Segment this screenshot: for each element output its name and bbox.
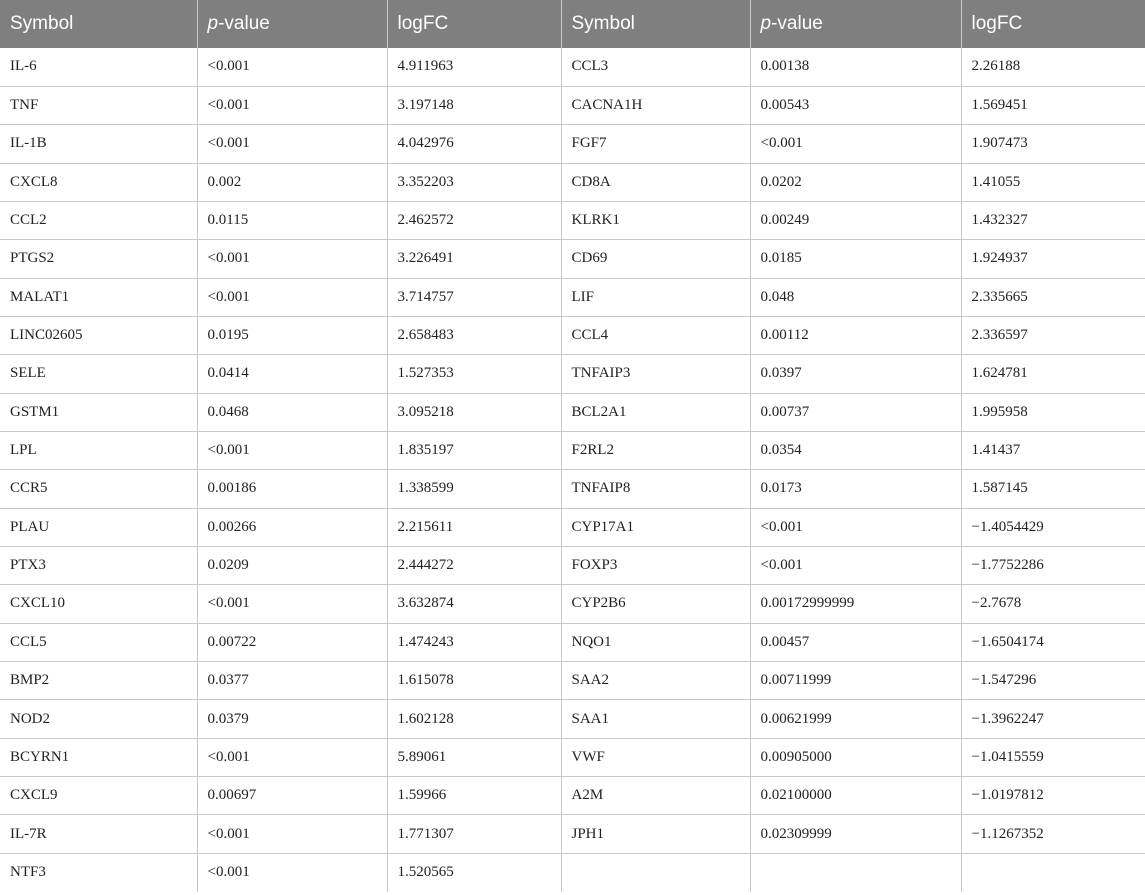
cell-logfc-right: −1.0415559 bbox=[961, 738, 1145, 776]
cell-symbol-right bbox=[561, 853, 750, 891]
cell-pvalue-left: <0.001 bbox=[197, 853, 387, 891]
cell-pvalue-right: 0.00737 bbox=[750, 393, 961, 431]
header-pvalue-left: p-value bbox=[197, 0, 387, 48]
cell-symbol-left: SELE bbox=[0, 355, 197, 393]
cell-logfc-right: 1.41437 bbox=[961, 431, 1145, 469]
cell-pvalue-right: 0.00249 bbox=[750, 201, 961, 239]
cell-logfc-right: −1.547296 bbox=[961, 662, 1145, 700]
cell-symbol-left: BCYRN1 bbox=[0, 738, 197, 776]
header-row bbox=[0, 0, 1145, 48]
header-pvalue-right: p-value bbox=[750, 0, 961, 48]
cell-symbol-right: SAA2 bbox=[561, 662, 750, 700]
cell-symbol-right: TNFAIP3 bbox=[561, 355, 750, 393]
cell-symbol-left: MALAT1 bbox=[0, 278, 197, 316]
cell-pvalue-left: 0.0115 bbox=[197, 201, 387, 239]
cell-symbol-right: CYP17A1 bbox=[561, 508, 750, 546]
header-logfc-left: logFC bbox=[387, 0, 561, 48]
cell-symbol-left: IL-1B bbox=[0, 125, 197, 163]
cell-pvalue-right: 0.00543 bbox=[750, 86, 961, 124]
cell-logfc-right: −1.4054429 bbox=[961, 508, 1145, 546]
cell-pvalue-left: 0.0209 bbox=[197, 546, 387, 584]
cell-logfc-left: 1.835197 bbox=[387, 431, 561, 469]
table-row bbox=[0, 355, 1145, 393]
cell-logfc-left: 1.338599 bbox=[387, 470, 561, 508]
table-row bbox=[0, 393, 1145, 431]
cell-pvalue-right: 0.048 bbox=[750, 278, 961, 316]
cell-symbol-right: CACNA1H bbox=[561, 86, 750, 124]
cell-pvalue-left: <0.001 bbox=[197, 815, 387, 853]
cell-symbol-left: NTF3 bbox=[0, 853, 197, 891]
cell-pvalue-left: <0.001 bbox=[197, 240, 387, 278]
cell-pvalue-left: 0.00266 bbox=[197, 508, 387, 546]
cell-logfc-right: 1.907473 bbox=[961, 125, 1145, 163]
cell-symbol-left: IL-6 bbox=[0, 48, 197, 86]
table-row bbox=[0, 316, 1145, 354]
cell-logfc-left: 3.095218 bbox=[387, 393, 561, 431]
cell-pvalue-left: <0.001 bbox=[197, 431, 387, 469]
cell-logfc-right: 1.995958 bbox=[961, 393, 1145, 431]
cell-pvalue-right: <0.001 bbox=[750, 508, 961, 546]
table-row bbox=[0, 777, 1145, 815]
table-row bbox=[0, 163, 1145, 201]
cell-logfc-right: 2.26188 bbox=[961, 48, 1145, 86]
cell-pvalue-right: 0.00457 bbox=[750, 623, 961, 661]
cell-pvalue-right: 0.00138 bbox=[750, 48, 961, 86]
cell-logfc-left: 1.474243 bbox=[387, 623, 561, 661]
table-row bbox=[0, 853, 1145, 891]
cell-symbol-right: CCL4 bbox=[561, 316, 750, 354]
table-row bbox=[0, 240, 1145, 278]
cell-symbol-right: LIF bbox=[561, 278, 750, 316]
cell-logfc-right: 1.924937 bbox=[961, 240, 1145, 278]
cell-logfc-left: 1.602128 bbox=[387, 700, 561, 738]
cell-symbol-left: CXCL9 bbox=[0, 777, 197, 815]
cell-pvalue-left: 0.00186 bbox=[197, 470, 387, 508]
table-row bbox=[0, 700, 1145, 738]
table-row bbox=[0, 431, 1145, 469]
cell-symbol-right: A2M bbox=[561, 777, 750, 815]
cell-pvalue-right: 0.00905000 bbox=[750, 738, 961, 776]
cell-pvalue-right: 0.00172999999 bbox=[750, 585, 961, 623]
cell-symbol-right: CD8A bbox=[561, 163, 750, 201]
cell-symbol-left: CCL2 bbox=[0, 201, 197, 239]
cell-pvalue-left: 0.0195 bbox=[197, 316, 387, 354]
cell-pvalue-left: 0.0379 bbox=[197, 700, 387, 738]
cell-pvalue-right: 0.0185 bbox=[750, 240, 961, 278]
cell-logfc-left: 3.226491 bbox=[387, 240, 561, 278]
table-row bbox=[0, 508, 1145, 546]
table-body bbox=[0, 48, 1145, 892]
cell-pvalue-right: 0.00621999 bbox=[750, 700, 961, 738]
cell-symbol-left: TNF bbox=[0, 86, 197, 124]
cell-pvalue-right: <0.001 bbox=[750, 125, 961, 163]
cell-logfc-right: 1.432327 bbox=[961, 201, 1145, 239]
cell-pvalue-right: 0.0173 bbox=[750, 470, 961, 508]
cell-pvalue-left: <0.001 bbox=[197, 585, 387, 623]
cell-pvalue-left: 0.0377 bbox=[197, 662, 387, 700]
cell-symbol-left: CCL5 bbox=[0, 623, 197, 661]
cell-symbol-right: F2RL2 bbox=[561, 431, 750, 469]
cell-pvalue-left: 0.00722 bbox=[197, 623, 387, 661]
cell-pvalue-left: 0.0468 bbox=[197, 393, 387, 431]
cell-symbol-left: CXCL10 bbox=[0, 585, 197, 623]
cell-symbol-right: CD69 bbox=[561, 240, 750, 278]
cell-logfc-right: 1.41055 bbox=[961, 163, 1145, 201]
cell-logfc-left: 2.444272 bbox=[387, 546, 561, 584]
cell-symbol-right: TNFAIP8 bbox=[561, 470, 750, 508]
cell-logfc-left: 1.615078 bbox=[387, 662, 561, 700]
cell-symbol-right: CCL3 bbox=[561, 48, 750, 86]
cell-pvalue-left: 0.00697 bbox=[197, 777, 387, 815]
cell-logfc-right: −1.3962247 bbox=[961, 700, 1145, 738]
cell-logfc-right: −2.7678 bbox=[961, 585, 1145, 623]
cell-logfc-left: 4.911963 bbox=[387, 48, 561, 86]
header-symbol-left: Symbol bbox=[0, 0, 197, 48]
cell-symbol-right: FGF7 bbox=[561, 125, 750, 163]
cell-logfc-left: 2.462572 bbox=[387, 201, 561, 239]
cell-symbol-left: NOD2 bbox=[0, 700, 197, 738]
table-row bbox=[0, 470, 1145, 508]
cell-logfc-right: −1.1267352 bbox=[961, 815, 1145, 853]
table-row bbox=[0, 623, 1145, 661]
cell-symbol-left: LPL bbox=[0, 431, 197, 469]
table-row bbox=[0, 201, 1145, 239]
cell-symbol-right: SAA1 bbox=[561, 700, 750, 738]
cell-pvalue-left: <0.001 bbox=[197, 48, 387, 86]
cell-logfc-left: 3.714757 bbox=[387, 278, 561, 316]
cell-pvalue-left: 0.002 bbox=[197, 163, 387, 201]
table-row bbox=[0, 48, 1145, 86]
cell-pvalue-right bbox=[750, 853, 961, 891]
cell-pvalue-right: 0.0397 bbox=[750, 355, 961, 393]
cell-logfc-left: 5.89061 bbox=[387, 738, 561, 776]
cell-symbol-right: FOXP3 bbox=[561, 546, 750, 584]
table-row bbox=[0, 662, 1145, 700]
cell-logfc-left: 1.527353 bbox=[387, 355, 561, 393]
cell-pvalue-right: 0.0202 bbox=[750, 163, 961, 201]
cell-symbol-left: PLAU bbox=[0, 508, 197, 546]
header-logfc-right: logFC bbox=[971, 13, 1023, 34]
cell-logfc-left: 2.215611 bbox=[387, 508, 561, 546]
table-row bbox=[0, 546, 1145, 584]
cell-pvalue-right: 0.00112 bbox=[750, 316, 961, 354]
cell-symbol-right: BCL2A1 bbox=[561, 393, 750, 431]
cell-logfc-right: −1.0197812 bbox=[961, 777, 1145, 815]
cell-pvalue-right: 0.02100000 bbox=[750, 777, 961, 815]
cell-logfc-left: 4.042976 bbox=[387, 125, 561, 163]
cell-pvalue-right: 0.00711999 bbox=[750, 662, 961, 700]
cell-symbol-right: KLRK1 bbox=[561, 201, 750, 239]
cell-logfc-left: 1.771307 bbox=[387, 815, 561, 853]
cell-logfc-left: 3.632874 bbox=[387, 585, 561, 623]
table-row bbox=[0, 815, 1145, 853]
cell-symbol-right: VWF bbox=[561, 738, 750, 776]
table-row bbox=[0, 125, 1145, 163]
cell-logfc-right bbox=[961, 853, 1145, 891]
cell-logfc-right: 2.336597 bbox=[961, 316, 1145, 354]
cell-logfc-left: 1.59966 bbox=[387, 777, 561, 815]
table-row bbox=[0, 738, 1145, 776]
cell-symbol-left: BMP2 bbox=[0, 662, 197, 700]
cell-logfc-right: 1.587145 bbox=[961, 470, 1145, 508]
cell-logfc-left: 3.352203 bbox=[387, 163, 561, 201]
cell-logfc-left: 1.520565 bbox=[387, 853, 561, 891]
cell-logfc-right: −1.7752286 bbox=[961, 546, 1145, 584]
cell-pvalue-left: <0.001 bbox=[197, 738, 387, 776]
cell-logfc-left: 2.658483 bbox=[387, 316, 561, 354]
header-symbol-right: Symbol bbox=[561, 0, 750, 48]
cell-logfc-right: −1.6504174 bbox=[961, 623, 1145, 661]
cell-logfc-right: 1.624781 bbox=[961, 355, 1145, 393]
cell-symbol-left: CCR5 bbox=[0, 470, 197, 508]
cell-symbol-right: CYP2B6 bbox=[561, 585, 750, 623]
cell-symbol-left: PTX3 bbox=[0, 546, 197, 584]
cell-symbol-left: LINC02605 bbox=[0, 316, 197, 354]
cell-logfc-right: 2.335665 bbox=[961, 278, 1145, 316]
cell-symbol-right: JPH1 bbox=[561, 815, 750, 853]
cell-logfc-left: 3.197148 bbox=[387, 86, 561, 124]
cell-pvalue-right: 0.02309999 bbox=[750, 815, 961, 853]
table-row bbox=[0, 86, 1145, 124]
cell-pvalue-left: <0.001 bbox=[197, 125, 387, 163]
cell-symbol-left: CXCL8 bbox=[0, 163, 197, 201]
cell-pvalue-right: <0.001 bbox=[750, 546, 961, 584]
cell-pvalue-left: <0.001 bbox=[197, 278, 387, 316]
cell-logfc-right: 1.569451 bbox=[961, 86, 1145, 124]
cell-symbol-left: PTGS2 bbox=[0, 240, 197, 278]
cell-symbol-left: IL-7R bbox=[0, 815, 197, 853]
table-row bbox=[0, 278, 1145, 316]
cell-symbol-left: GSTM1 bbox=[0, 393, 197, 431]
cell-pvalue-left: <0.001 bbox=[197, 86, 387, 124]
table-row bbox=[0, 585, 1145, 623]
cell-symbol-right: NQO1 bbox=[561, 623, 750, 661]
cell-pvalue-left: 0.0414 bbox=[197, 355, 387, 393]
cell-pvalue-right: 0.0354 bbox=[750, 431, 961, 469]
